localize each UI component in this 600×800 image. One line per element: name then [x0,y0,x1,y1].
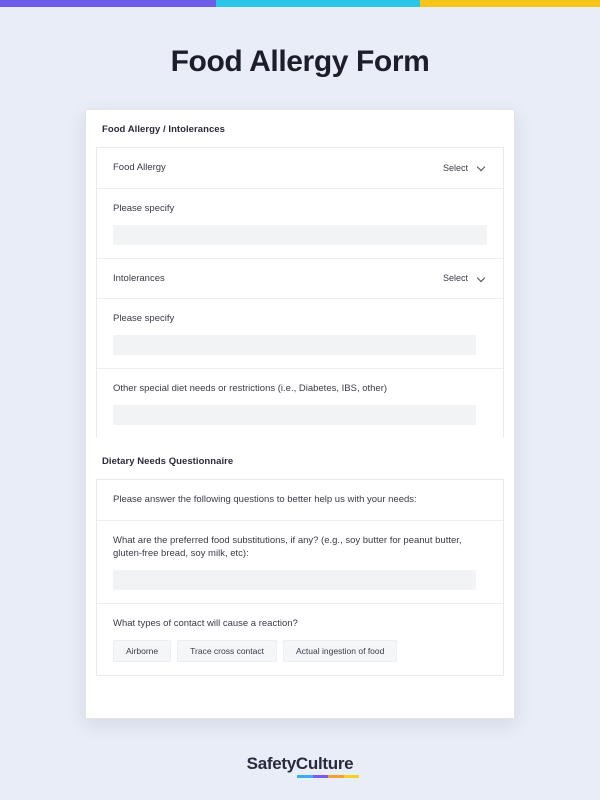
select-food-allergy[interactable] [443,163,487,173]
select-value-intolerances: Select [442,273,468,284]
food-substitutions-input[interactable] [113,570,476,590]
field-label-intolerances: Intolerances [113,272,165,284]
brand-underline-seg-4 [344,775,360,778]
brand-underline-seg-3 [328,775,344,778]
field-intro-text [97,480,503,521]
field-contact-reaction[interactable] [97,604,503,675]
questionnaire-intro-label: Please answer the following questions to better help us with your needs: [113,493,417,505]
footer [0,754,600,778]
field-intolerances[interactable] [97,259,503,300]
brand-underline-seg-2 [313,775,329,778]
field-other-diet-needs[interactable] [97,369,503,438]
field-label-food-substitutions: What are the preferred food substitutions, if any? (e.g., soy butter for peanut butter, gluten-free bread, soy milk, etc): [113,534,462,560]
section-header-allergy: Food Allergy / Intolerances [102,124,225,135]
top-bar-segment-3 [420,0,600,7]
field-group-questionnaire [96,479,504,676]
chevron-down-icon [478,274,487,283]
select-value-food-allergy: Select [442,162,468,173]
top-bar-segment-2 [216,0,420,7]
section-header-questionnaire: Dietary Needs Questionnaire [102,455,234,467]
field-label-contact-reaction: What types of contact will cause a reaction? [113,618,298,630]
brand-logo [241,754,359,778]
contact-reaction-options [113,640,487,662]
intolerances-specify-input[interactable] [113,335,476,355]
field-food-substitutions[interactable] [97,521,503,605]
form-card-wrapper [85,109,515,719]
brand-underline-seg-1 [297,775,313,778]
option-actual-ingestion[interactable]: Actual ingestion of food [283,640,397,662]
field-label-food-allergy: Food Allergy [113,162,166,173]
select-intolerances[interactable] [443,273,487,283]
form-card [85,109,515,719]
chevron-down-icon [478,163,487,172]
field-label-other-diet-needs: Other special diet needs or restrictions (i.e., Diabetes, IBS, other) [113,383,388,395]
allergy-specify-input[interactable] [113,225,487,245]
field-intolerances-specify[interactable] [97,299,503,369]
brand-underline [297,775,359,778]
other-diet-needs-input[interactable] [113,405,476,425]
field-allergy-specify[interactable] [97,189,503,259]
field-label-allergy-specify: Please specify [113,202,175,214]
page-title: Food Allergy Form [170,45,430,78]
field-group-allergy [96,147,504,438]
top-color-bar [0,0,600,7]
top-bar-segment-1 [0,0,216,7]
field-food-allergy[interactable] [97,148,503,189]
brand-name: SafetyCulture [246,754,354,773]
option-trace-cross-contact[interactable]: Trace cross contact [177,640,277,662]
field-label-intolerances-specify: Please specify [113,313,175,325]
option-airborne[interactable]: Airborne [113,640,171,662]
